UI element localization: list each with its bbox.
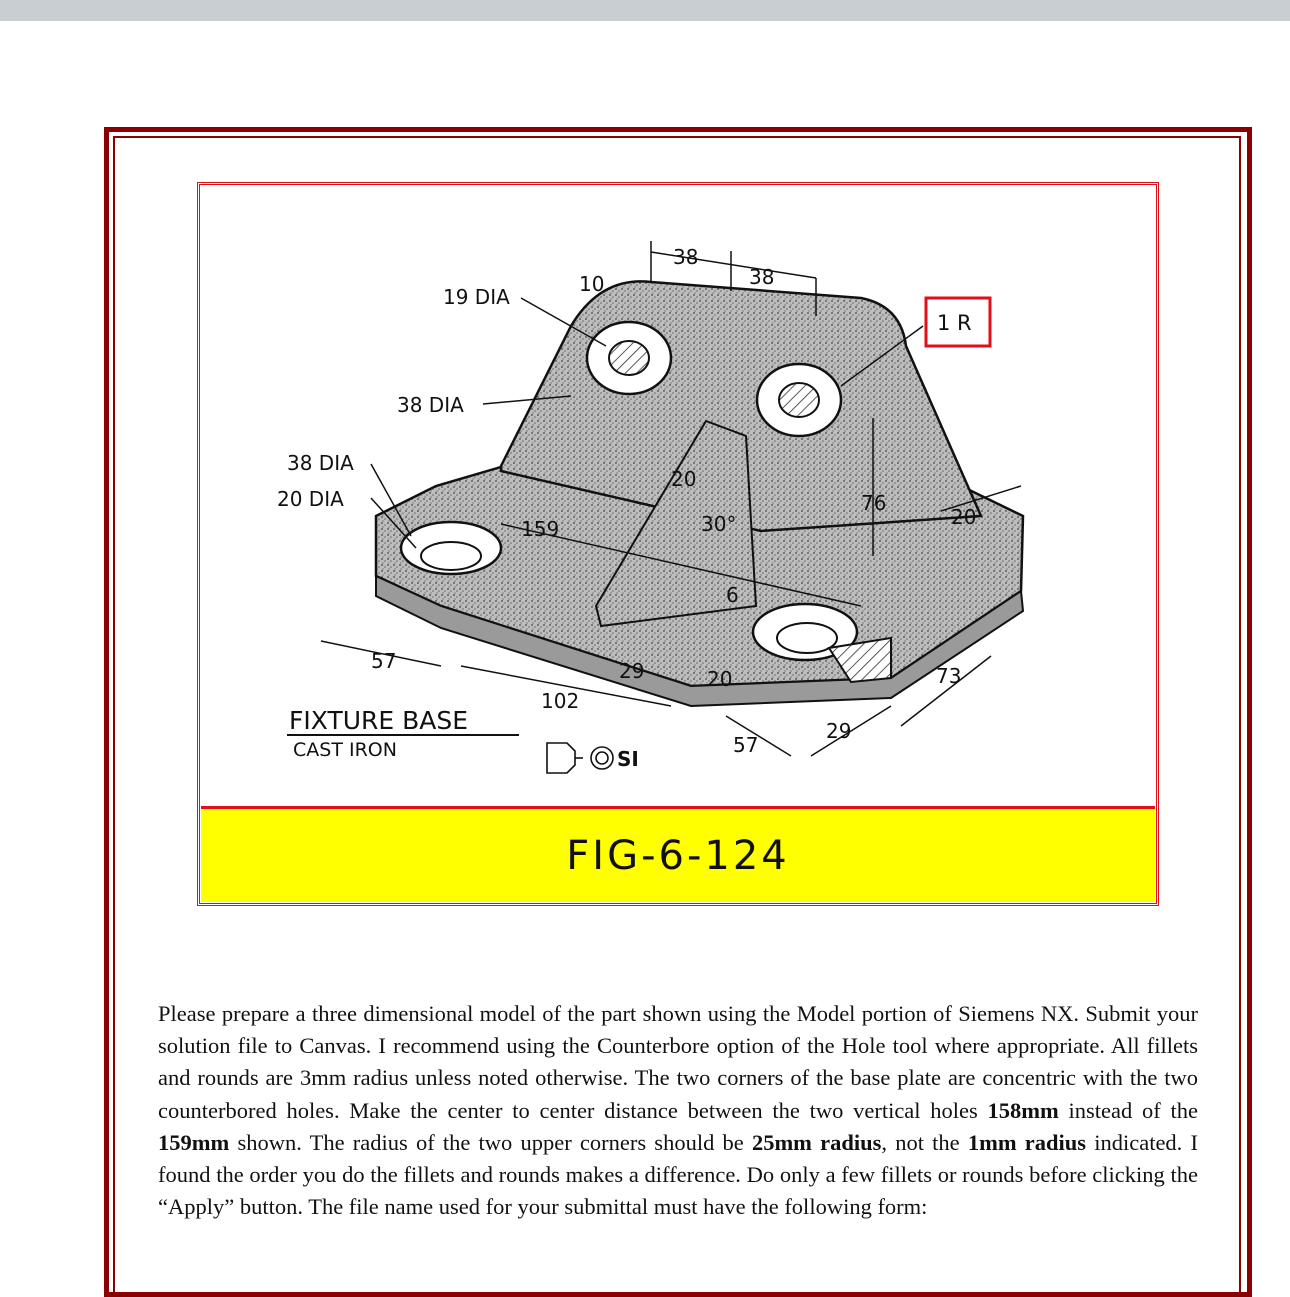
lower-right-hole [777, 623, 837, 653]
callout-29-right: 29 [826, 719, 852, 743]
material-label: CAST IRON [293, 739, 397, 761]
callout-6: 6 [726, 583, 739, 607]
callout-159: 159 [521, 517, 560, 541]
callout-30-angle: 30° [701, 512, 737, 536]
callout-57-right: 57 [733, 733, 759, 757]
instructions-text-2: instead of the [1058, 1097, 1198, 1123]
instructions-bold-25mm: 25mm radius [751, 1129, 882, 1155]
callout-20-rib: 20 [671, 467, 697, 491]
callout-57-left: 57 [371, 649, 397, 673]
units-label: SI [617, 747, 639, 771]
callout-20-low: 20 [707, 667, 733, 691]
instructions-paragraph [158, 998, 1198, 1223]
callout-20-side: 20 [951, 505, 977, 529]
callout-10: 10 [579, 272, 605, 296]
callout-73: 73 [936, 664, 962, 688]
fixture-base-drawing [201, 186, 1155, 804]
callout-1r: 1 R [937, 311, 972, 335]
callout-102: 102 [541, 689, 580, 713]
instructions-bold-158mm: 158mm [987, 1097, 1059, 1123]
callout-38-a: 38 [673, 245, 699, 269]
callout-76: 76 [861, 491, 887, 515]
instructions-text-1: Please prepare a three dimensional model of the part shown using the Model portion of Siemens NX. Submit your solution file to Canvas. I recommend using the Counterbore option of the Hole tool where appropriate. All fillets and rounds are 3mm radius unless noted otherwise. The two corners of the base plate are concentric with the two counterbored holes. Make the center to center distance between the two vertical holes [158, 1001, 1198, 1123]
callout-upper-38-dia: 38 DIA [397, 393, 464, 417]
part-title: FIXTURE BASE [289, 706, 469, 735]
figure-caption: FIG-6-124 [201, 806, 1155, 902]
upper-right-hole [779, 383, 819, 417]
instructions-bold-1mm: 1mm radius [967, 1129, 1087, 1155]
callout-29-mid: 29 [619, 659, 645, 683]
callout-19-dia: 19 DIA [443, 285, 510, 309]
projection-symbol [547, 743, 613, 773]
callout-38-b: 38 [749, 265, 775, 289]
top-bar [0, 0, 1290, 21]
instructions-text-4: , not the [881, 1129, 968, 1155]
lower-left-hole [421, 542, 481, 570]
callout-lower-38-dia: 38 DIA [287, 451, 354, 475]
instructions-text-3: shown. The radius of the two upper corners should be [229, 1129, 752, 1155]
technical-drawing [201, 186, 1155, 804]
instructions-text-5: indicated. I found the order you do the fillets and rounds makes a difference. Do only a few fillets or rounds before clicking the “Apply” button. The file name used for your submittal must have the following form: [158, 1129, 1198, 1220]
callout-20-dia: 20 DIA [277, 487, 344, 511]
instructions-bold-159mm: 159mm [158, 1129, 230, 1155]
upper-left-hole [609, 341, 649, 375]
